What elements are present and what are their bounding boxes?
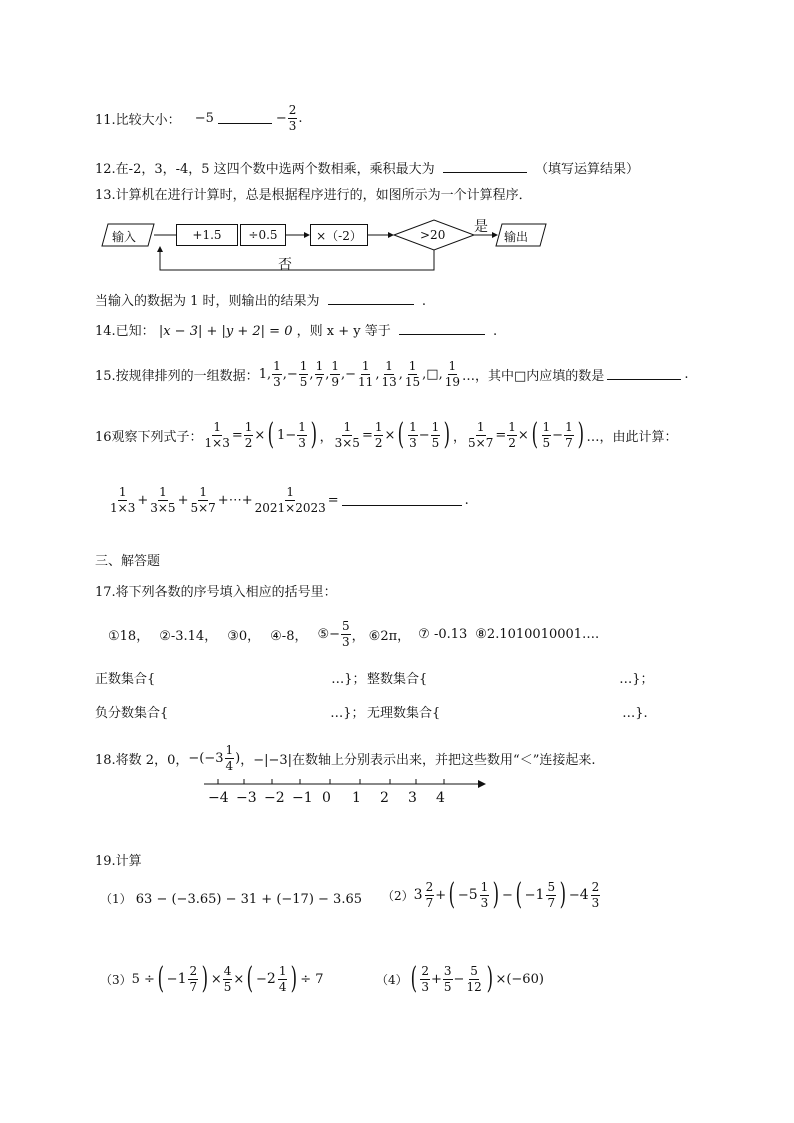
q11-answer-blank[interactable] bbox=[218, 113, 272, 124]
q15-last-term: $\frac{1}{19}$ bbox=[444, 359, 461, 389]
tick-label: 0 bbox=[322, 790, 331, 806]
q15-answer-blank[interactable] bbox=[607, 369, 681, 380]
question-16: 16观察下列式子： $\frac{1}{1\times 3}$ = $\frac{1}{2}$ × ( 1 − $\frac{1}{3}$ ) ， $\frac{1}{3\times 5}$ = $\frac{1}{2}$ × ( $\frac{1}{3}$ − $\frac{1}{5}$ ) ， $\frac{1}{5\times 7}$ = $\frac{1}{2}$ × ( $\frac{1}{5}$ − $\frac{1}{7}$ ) …，由此计算： bbox=[95, 417, 678, 452]
tick-label: 1 bbox=[352, 790, 361, 806]
question-17: 17.将下列各数的序号填入相应的括号里： bbox=[95, 585, 337, 600]
positive-set[interactable]: 正数集合{ …}； bbox=[95, 672, 366, 687]
q12-suffix: （填写运算结果） bbox=[534, 162, 639, 177]
q11-label: 11.比较大小： bbox=[95, 112, 181, 128]
question-12 bbox=[95, 158, 639, 177]
q15-term: $\frac{1}{3}$ bbox=[273, 359, 281, 389]
flow-condition: >20 bbox=[420, 228, 446, 242]
q19-part-1: （1） 63 − (−3.65) − 31 + (−17) − 3.65 bbox=[100, 892, 362, 907]
question-16-sum: $\frac{1}{1\times 3}$ + $\frac{1}{3\times 5}$ + $\frac{1}{5\times 7}$ +⋯+ $\frac{1}{2021\times 2023}$ = . bbox=[110, 485, 469, 515]
question-13: 13.计算机在进行计算时，总是根据程序进行的，如图所示为一个计算程序． bbox=[95, 188, 532, 203]
negative-fraction-set[interactable]: 负分数集合{ …}； bbox=[95, 706, 365, 721]
tick-label: −1 bbox=[292, 790, 313, 806]
q12-text: 12.在-2，3，-4，5 这四个数中选两个数相乘，乘积最大为 bbox=[95, 162, 435, 177]
number-line-axis bbox=[200, 776, 490, 790]
tick-label: 3 bbox=[408, 790, 417, 806]
question-13-follow: 当输入的数据为 1 时，则输出的结果为 . bbox=[95, 294, 426, 309]
number-line-labels bbox=[208, 790, 464, 806]
q15-term: $\frac{1}{11}$ bbox=[358, 359, 374, 389]
q16-answer-blank[interactable] bbox=[342, 495, 462, 506]
integer-set[interactable]: 整数集合{ …}； bbox=[367, 672, 654, 687]
q14-expression: |x − 3| + |y + 2| = 0 bbox=[158, 324, 293, 339]
question-15: 15.按规律排列的一组数据： 1, $\frac{1}{3}$ , − $\frac{1}{5}$ , $\frac{1}{7}$ , $\frac{1}{9}$ , − $\frac{1}{11}$ , $\frac{1}{13}$ , $\frac{1}{15}$ , □ , $\frac{1}{19}$ …，其中□内应填的数是 . bbox=[95, 359, 689, 389]
flow-step-divide: ÷0.5 bbox=[240, 224, 286, 246]
tick-label: 4 bbox=[436, 790, 445, 806]
tick-label: −4 bbox=[208, 790, 229, 806]
question-17-items: ①18， ②-3.14， ③0， ④-8， ⑤− $\frac{5}{3}$ ， ⑥2π， ⑦ -0.13 ⑧2.1010010001…. bbox=[108, 619, 600, 649]
question-19-title: 19.计算 bbox=[95, 854, 142, 869]
question-18: 18.将数 2，0， −(−3 $\frac{1}{4}$ ) ，−|−3| 在数轴上分别表示出来，并把这些数用“＜”连接起来. bbox=[95, 743, 596, 773]
q15-term: $\frac{1}{7}$ bbox=[315, 359, 324, 389]
q11-fraction: $\frac{2}{3}$ bbox=[288, 103, 297, 133]
flow-yes-label: 是 bbox=[474, 219, 488, 235]
tick-label: −3 bbox=[236, 790, 257, 806]
q11-left: −5 bbox=[194, 110, 214, 126]
q19-part-4: （4） ( $\frac{2}{3}$ + $\frac{3}{5}$ − $\frac{5}{12}$ ) ×(−60) bbox=[376, 961, 544, 996]
flow-no-label: 否 bbox=[278, 257, 292, 273]
tick-label: 2 bbox=[380, 790, 389, 806]
flow-step-multiply: ×（-2） bbox=[310, 224, 368, 246]
q13-answer-blank[interactable] bbox=[328, 294, 414, 305]
question-14: 14.已知： |x − 3| + |y + 2| = 0 ，则 x + y 等于 . bbox=[95, 324, 498, 339]
q14-answer-blank[interactable] bbox=[399, 324, 485, 335]
flow-output-label: 输出 bbox=[504, 230, 529, 244]
tick-label: −2 bbox=[264, 790, 285, 806]
q15-term: $\frac{1}{9}$ bbox=[331, 359, 339, 389]
q19-part-3: （3） 5 ÷ ( − 1 $\frac{2}{7}$ ) × $\frac{4}{5}$ × ( − 2 $\frac{1}{4}$ ) ÷ 7 bbox=[100, 961, 324, 996]
q15-term: $\frac{1}{15}$ bbox=[404, 359, 421, 389]
question-11: 11.比较大小： −5 − $\frac{2}{3}$ . bbox=[95, 103, 303, 133]
q19-part-2: （2） 3 $\frac{2}{7}$ + ( − 5 $\frac{1}{3}$ ) − ( − 1 $\frac{5}{7}$ ) − 4 $\frac{2}{3}$ bbox=[382, 877, 600, 912]
section-3-heading: 三、解答题 bbox=[95, 554, 161, 569]
flow-step-add: +1.5 bbox=[176, 224, 238, 246]
q12-answer-blank[interactable] bbox=[443, 162, 527, 173]
q15-term: $\frac{1}{13}$ bbox=[381, 359, 397, 389]
flow-input-label: 输入 bbox=[112, 230, 137, 244]
irrational-set[interactable]: 无理数集合{ …}. bbox=[367, 706, 648, 721]
q15-term: $\frac{1}{5}$ bbox=[299, 359, 308, 389]
q15-box: □ bbox=[426, 366, 439, 382]
